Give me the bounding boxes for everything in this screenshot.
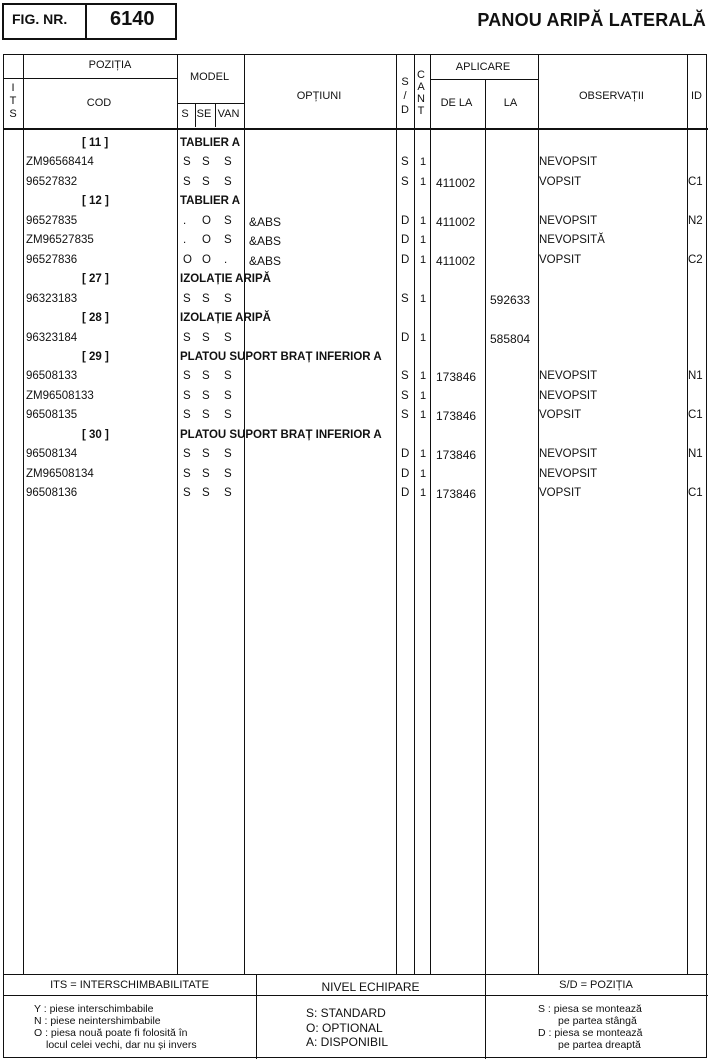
group-description: IZOLAȚIE ARIPĂ <box>180 312 271 325</box>
to-serial: 592633 <box>490 292 531 307</box>
header-sd-slash: / <box>403 90 407 102</box>
option: &ABS <box>249 214 282 229</box>
side: S <box>401 389 409 402</box>
from-serial: 173846 <box>436 487 477 502</box>
side: D <box>401 467 410 480</box>
quantity: 1 <box>420 234 427 247</box>
side: S <box>401 409 409 422</box>
part-code: 96508135 <box>26 409 78 422</box>
model-se: S <box>202 331 210 344</box>
model-s: . <box>183 234 187 247</box>
model-van: S <box>224 214 232 227</box>
side: D <box>401 487 410 500</box>
side: S <box>401 370 409 383</box>
model-van: S <box>224 234 232 247</box>
model-s: S <box>183 409 191 422</box>
part-code: 96527836 <box>26 253 78 266</box>
part-code: 96508136 <box>26 487 78 500</box>
observation: NEVOPSIT <box>539 214 598 227</box>
model-se: S <box>202 175 210 188</box>
model-s: S <box>183 292 191 305</box>
model-se: S <box>202 389 210 402</box>
observation: VOPSIT <box>539 487 582 500</box>
header-model: MODEL <box>189 71 230 83</box>
model-s: S <box>183 448 191 461</box>
side: D <box>401 214 410 227</box>
side: D <box>401 234 410 247</box>
group-description: TABLIER A <box>180 137 241 149</box>
part-id: N1 <box>688 448 703 461</box>
from-serial: 411002 <box>436 214 476 229</box>
header-model-se: SE <box>196 108 212 120</box>
quantity: 1 <box>420 331 427 344</box>
model-s: O <box>183 253 192 266</box>
model-se: S <box>202 409 210 422</box>
quantity: 1 <box>420 370 427 383</box>
header-la: LA <box>503 97 518 109</box>
option: &ABS <box>249 253 282 268</box>
header-its-s: S <box>9 108 17 120</box>
quantity: 1 <box>420 467 427 480</box>
model-s: S <box>183 175 191 188</box>
group-position: [ 11 ] <box>82 137 109 149</box>
header-de-la: DE LA <box>440 97 473 109</box>
part-code: ZM96527835 <box>26 234 94 247</box>
part-id: N1 <box>688 370 703 383</box>
model-van: S <box>224 175 232 188</box>
model-se: S <box>202 487 210 500</box>
footer-sd-notes: S : piesa se montează pe partea stângă D : piesa se montează pe partea dreaptă <box>538 1003 643 1051</box>
part-code: 96527832 <box>26 175 78 188</box>
model-van: . <box>224 253 228 266</box>
header-aplicare: APLICARE <box>455 61 511 73</box>
observation: NEVOPSIT <box>539 389 598 402</box>
model-s: . <box>183 214 187 227</box>
side: S <box>401 156 409 169</box>
side: D <box>401 331 410 344</box>
footer-its-title: ITS = INTERSCHIMBABILITATE <box>50 979 209 991</box>
model-van: S <box>224 370 232 383</box>
header-cant-t: T <box>417 105 425 117</box>
header-cant-c: C <box>417 69 425 81</box>
observation: VOPSIT <box>539 175 582 188</box>
group-description: IZOLAȚIE ARIPĂ <box>180 273 271 286</box>
from-serial: 411002 <box>436 175 476 190</box>
group-description: PLATOU SUPORT BRAȚ INFERIOR A <box>180 350 382 363</box>
footer-nivel-notes: S: STANDARD O: OPTIONAL A: DISPONIBIL <box>306 1006 389 1049</box>
figure-number: 6140 <box>110 8 155 30</box>
model-se: S <box>202 156 210 169</box>
header-sd-s: S <box>401 76 409 88</box>
model-van: S <box>224 409 232 422</box>
header-optiuni: OPȚIUNI <box>296 90 342 102</box>
model-s: S <box>183 370 191 383</box>
quantity: 1 <box>420 253 427 266</box>
observation: NEVOPSIT <box>539 156 598 169</box>
part-code: ZM96508134 <box>26 467 94 480</box>
group-position: [ 28 ] <box>82 312 109 325</box>
side: S <box>401 175 409 188</box>
group-position: [ 12 ] <box>82 195 109 208</box>
model-se: O <box>202 253 211 266</box>
quantity: 1 <box>420 487 427 500</box>
header-observatii: OBSERVAȚII <box>578 90 644 102</box>
part-id: C1 <box>688 409 703 422</box>
model-s: S <box>183 467 191 480</box>
observation: NEVOPSIT <box>539 467 598 480</box>
header-id: ID <box>691 90 702 102</box>
page-title: PANOU ARIPĂ LATERALĂ <box>477 10 706 30</box>
quantity: 1 <box>420 292 427 305</box>
part-id: C1 <box>688 175 703 188</box>
quantity: 1 <box>420 409 427 422</box>
option: &ABS <box>249 234 282 249</box>
header-its-i: I <box>11 82 15 94</box>
quantity: 1 <box>420 214 427 227</box>
model-s: S <box>183 331 191 344</box>
model-van: S <box>224 467 232 480</box>
group-description: TABLIER A <box>180 195 241 208</box>
part-id: C1 <box>688 487 703 500</box>
group-position: [ 30 ] <box>82 428 109 441</box>
model-van: S <box>224 292 232 305</box>
side: D <box>401 253 410 266</box>
from-serial: 173846 <box>436 448 477 463</box>
model-van: S <box>224 389 232 402</box>
header-its-t: T <box>9 95 17 107</box>
from-serial: 411002 <box>436 253 476 268</box>
model-se: O <box>202 234 211 247</box>
header-pozitia: POZIȚIA <box>88 59 132 71</box>
group-description: PLATOU SUPORT BRAȚ INFERIOR A <box>180 428 382 441</box>
footer-sd-title: S/D = POZIȚIA <box>559 979 633 991</box>
part-code: ZM96508133 <box>26 389 94 402</box>
footer-nivel-title: NIVEL ECHIPARE <box>321 980 420 994</box>
part-code: 96323184 <box>26 331 78 344</box>
quantity: 1 <box>420 156 427 169</box>
from-serial: 173846 <box>436 409 477 424</box>
header-model-van: VAN <box>217 108 240 120</box>
header-cod: COD <box>86 97 112 109</box>
group-position: [ 29 ] <box>82 350 109 363</box>
part-id: N2 <box>688 214 703 227</box>
quantity: 1 <box>420 389 427 402</box>
group-position: [ 27 ] <box>82 273 109 286</box>
side: D <box>401 448 410 461</box>
model-van: S <box>224 156 232 169</box>
part-code: ZM96568414 <box>26 156 94 169</box>
model-s: S <box>183 156 191 169</box>
part-code: 96323183 <box>26 292 78 305</box>
model-s: S <box>183 487 191 500</box>
model-se: S <box>202 467 210 480</box>
observation: NEVOPSIT <box>539 370 598 383</box>
model-s: S <box>183 389 191 402</box>
model-se: O <box>202 214 211 227</box>
figure-label: FIG. NR. <box>12 11 68 27</box>
side: S <box>401 292 409 305</box>
quantity: 1 <box>420 448 427 461</box>
model-se: S <box>202 370 210 383</box>
observation: NEVOPSIT <box>539 448 598 461</box>
to-serial: 585804 <box>490 331 531 346</box>
part-code: 96508133 <box>26 370 78 383</box>
footer-its-notes: Y : piese interschimbabile N : piese neintershimbabile O : piesa nouă poate fi folosită în locul celei vechi, dar nu și invers <box>34 1003 197 1051</box>
observation: VOPSIT <box>539 409 582 422</box>
from-serial: 173846 <box>436 370 477 385</box>
header-model-s: S <box>181 108 189 120</box>
header-cant-a: A <box>417 81 425 93</box>
quantity: 1 <box>420 175 427 188</box>
header-cant-n: N <box>417 93 425 105</box>
model-van: S <box>224 487 232 500</box>
observation: VOPSIT <box>539 253 582 266</box>
model-van: S <box>224 448 232 461</box>
header-sd-d: D <box>401 104 409 116</box>
model-se: S <box>202 448 210 461</box>
part-code: 96508134 <box>26 448 78 461</box>
part-code: 96527835 <box>26 214 78 227</box>
model-van: S <box>224 331 232 344</box>
observation: NEVOPSITĂ <box>539 234 605 247</box>
part-id: C2 <box>688 253 703 266</box>
model-se: S <box>202 292 210 305</box>
